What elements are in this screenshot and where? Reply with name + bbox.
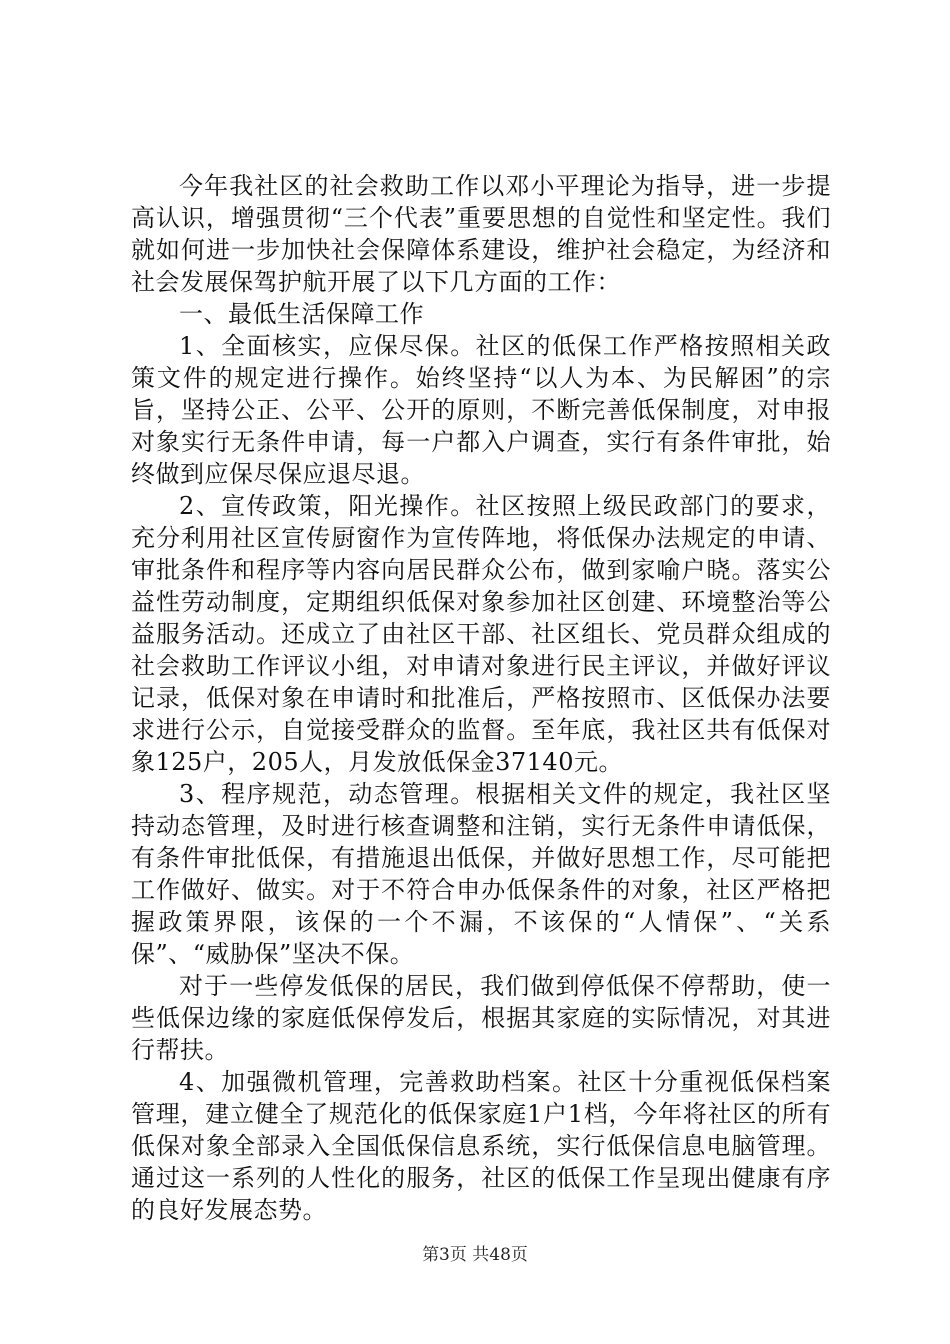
section-heading: 一、最低生活保障工作 — [179, 300, 424, 328]
document-body — [131, 170, 831, 1226]
paragraph-item-1: 1、全面核实，应保尽保。社区的低保工作严格按照相关政策文件的规定进行操作。始终坚持“以人为本、为民解困”的宗旨，坚持公正、公平、公开的原则，不断完善低保制度，对申报对象实行无条件申请，每一户都入户调查，实行有条件审批，始终做到应保尽保应退尽退。 — [131, 332, 831, 488]
page-footer: 第3页 共48页 — [422, 1245, 528, 1265]
paragraph-item-2: 2、宣传政策，阳光操作。社区按照上级民政部门的要求，充分利用社区宣传厨窗作为宣传阵地，将低保办法规定的申请、审批条件和程序等内容向居民群众公布，做到家喻户晓。落实公益性劳动制度，定期组织低保对象参加社区创建、环境整治等公益服务活动。还成立了由社区干部、社区组长、党员群众组成的社会救助工作评议小组，对申请对象进行民主评议，并做好评议记录，低保对象在申请时和批准后，严格按照市、区低保办法要求进行公示，自觉接受群众的监督。至年底，我社区共有低保对象125户，205人，月发放低保金37140元。 — [131, 492, 831, 776]
paragraph-item-3: 3、程序规范，动态管理。根据相关文件的规定，我社区坚持动态管理，及时进行核查调整和注销，实行无条件申请低保，有条件审批低保，有措施退出低保，并做好思想工作，尽可能把工作做好、做实。对于不符合申办低保条件的对象，社区严格把握政策界限，该保的一个不漏，不该保的“人情保”、“关系保”、“威胁保”坚决不保。 — [131, 780, 831, 968]
paragraph-followup: 对于一些停发低保的居民，我们做到停低保不停帮助，使一些低保边缘的家庭低保停发后，根据其家庭的实际情况，对其进行帮扶。 — [131, 972, 831, 1064]
paragraph-item-4: 4、加强微机管理，完善救助档案。社区十分重视低保档案管理，建立健全了规范化的低保家庭1户1档，今年将社区的所有低保对象全部录入全国低保信息系统，实行低保信息电脑管理。通过这一系列的人性化的服务，社区的低保工作呈现出健康有序的良好发展态势。 — [131, 1068, 831, 1224]
paragraph-intro: 今年我社区的社会救助工作以邓小平理论为指导，进一步提高认识，增强贯彻“三个代表”重要思想的自觉性和坚定性。我们就如何进一步加快社会保障体系建设，维护社会稳定，为经济和社会发展保驾护航开展了以下几方面的工作： — [131, 172, 831, 296]
